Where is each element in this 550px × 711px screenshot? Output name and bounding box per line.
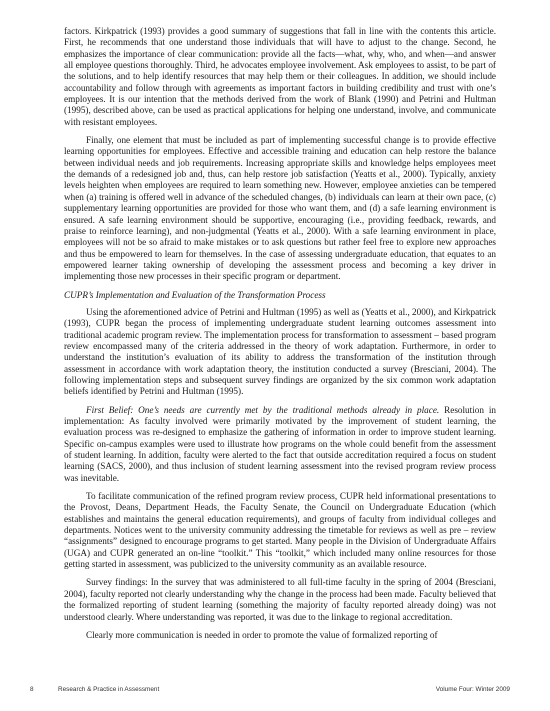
paragraph-2: Finally, one element that must be included as part of implementing successful change is to provide effective learning opportunities for employees. Effective and accessible training and education can help restore the balance between individual needs and job requirements. Increasing appropriate skills and knowledge helps employees meet the demands of a redesigned job and, thus, can help restore job satisfaction (Yeatts et al., 2000). Typically, anxiety levels heighten when employees are required to learn something new. However, employee anxieties can be tempered when (a) training is offered well in advance of the scheduled changes, (b) individuals can learn at their own pace, (c) supplementary learning opportunities are provided for those who want them, and (d) a safe learning environment is ensured. A safe learning environment should be supportive, encouraging (i.e., providing feedback, rewards, and praise to reinforce learning), and non-judgmental (Yeatts et al., 2000). With a safe learning environment in place, employees will not be so afraid to make mistakes or to ask questions but rather feel free to explore new approaches and thus be empowered to learn for themselves. In the case of assessing undergraduate education, that equates to an empowered learner taking ownership of developing the assessment process and becoming a key driver in implementing those new processes in their specific program or department. <box>64 135 496 282</box>
first-belief-body: Resolution in implementation: As faculty involved were primarily motivated by the improvement of student learning, the evaluation process was re-designed to emphasize the gathering of information in order to improve student learning. Specific on-campus examples were used to illustrate how programs on the whole could benefit from the assessment of student learning. In addition, faculty were alerted to the fact that outside accreditation required a focus on student learning (SACS, 2000), and thus inclusion of student learning assessment into the revised program review process was inevitable. <box>64 404 496 483</box>
article-body <box>64 26 496 648</box>
paragraph-5: To facilitate communication of the refined program review process, CUPR held informational presentations to the Provost, Deans, Department Heads, the Faculty Senate, the Council on Undergraduate Education (which establishes and maintains the general education requirements), and groups of faculty from individual colleges and departments. Notices went to the university community addressing the timetable for reviews as well as pre – review “assignments” designed to encourage programs to get started. Many people in the Division of Undergraduate Affairs (UGA) and CUPR generated an on-line “toolkit.” This “toolkit,” which included many online resources for those getting started in assessment, was publicized to the university community as an available resource. <box>64 491 496 570</box>
first-belief-heading: First Belief: One’s needs are currently met by the traditional methods already in place. <box>86 404 440 415</box>
page-footer <box>0 686 550 698</box>
paragraph-6: Survey findings: In the survey that was administered to all full-time faculty in the spring of 2004 (Bresciani, 2004), faculty reported not clearly understanding why the change in the process had been made. Faculty believed that the formalized reporting of student learning (something the majority of faculty reported already doing) was not understood clearly. Where understanding was reported, it was due to the linkage to regional accreditation. <box>64 577 496 622</box>
paragraph-7: Clearly more communication is needed in order to promote the value of formalized reporting of <box>86 629 438 640</box>
issue-label: Volume Four: Winter 2009 <box>435 686 510 693</box>
section-subheading: CUPR’s Implementation and Evaluation of the Transformation Process <box>64 289 326 300</box>
page-number: 8 <box>30 686 34 693</box>
paragraph-4 <box>64 405 496 484</box>
paragraph-1: factors. Kirkpatrick (1993) provides a good summary of suggestions that fall in line with the contents this article. First, he recommends that one understand those individuals that will have to adjust to the change. Second, he emphasizes the importance of clear communication: provide all the facts—what, why, who, and when—and answer all employee questions thoroughly. Third, he advocates employee involvement. Ask employees to assist, to be part of the solutions, and to help identify resources that may help them or their colleagues. In addition, we should include accountability and follow through with agreements as important factors in building credibility and trust with one’s employees. It is our intention that the methods derived from the work of Blank (1990) and Petrini and Hultman (1995), described above, can be used as practical applications for helping one understand, involve, and communicate with resistant employees. <box>64 26 496 127</box>
paragraph-3: Using the aforementioned advice of Petrini and Hultman (1995) as well as (Yeatts et al., 2000), and Kirkpatrick (1993), CUPR began the process of implementing undergraduate student learning outcomes assessment into traditional academic program review. The implementation process for transformation to assessment – based program review encompassed many of the criteria addressed in the theory of work adaptation. Furthermore, in order to understand the institution’s evaluation of its ability to address the transformation of the institution through assessment in accordance with work adaptation theory, the institution conducted a survey (Bresciani, 2004). The following implementation steps and subsequent survey findings are organized by the six common work adaptation beliefs identified by Petrini and Hultman (1995). <box>64 306 496 397</box>
journal-title: Research & Practice in Assessment <box>58 686 160 693</box>
